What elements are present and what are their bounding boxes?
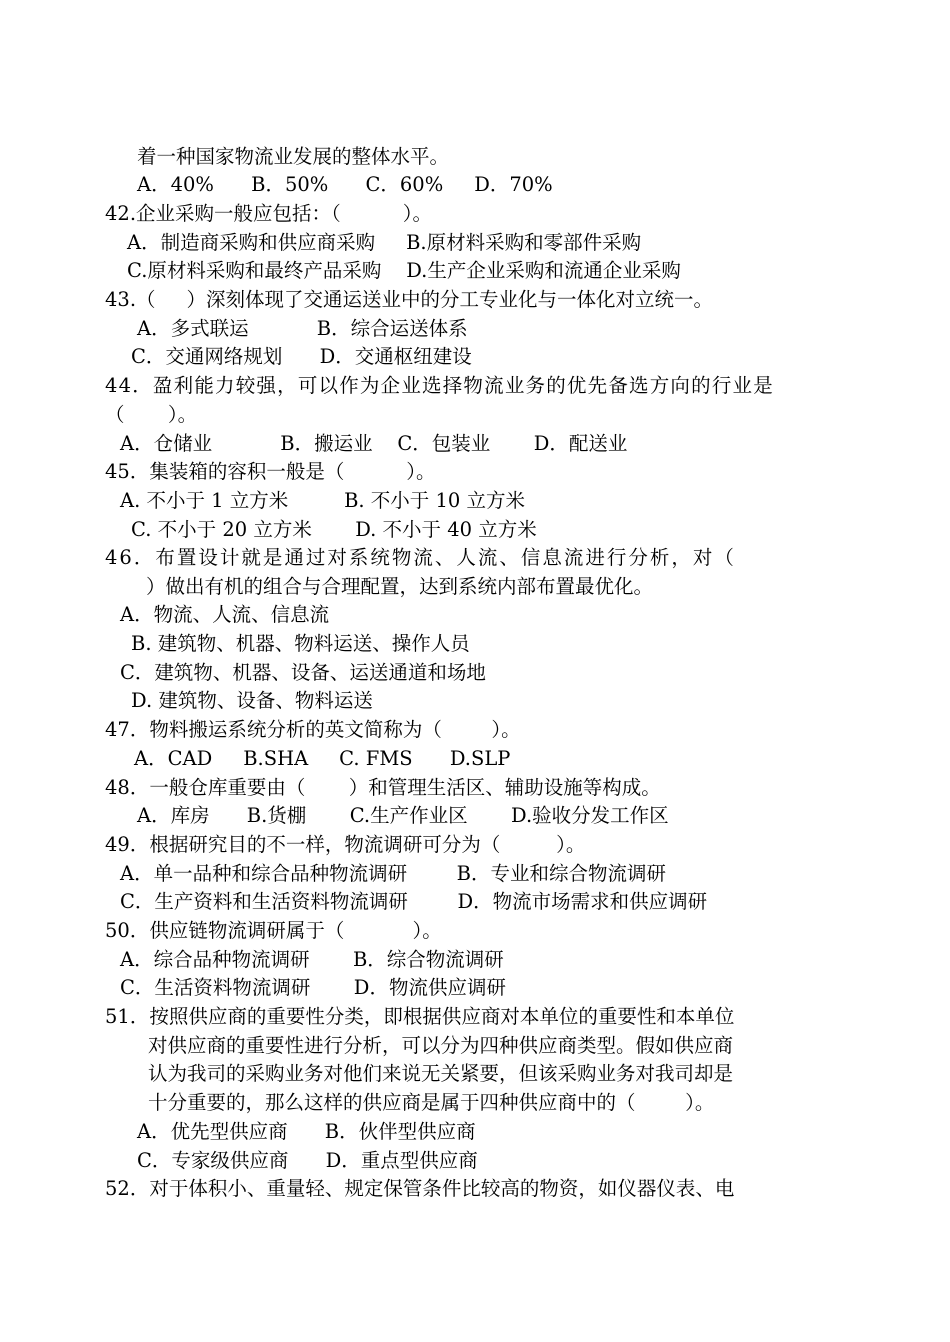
text-line: A．优先型供应商 B．伙伴型供应商	[137, 1120, 476, 1143]
text-line: A. 不小于 1 立方米 B. 不小于 10 立方米	[120, 489, 526, 512]
question-43: 43.（ ）深刻体现了交通运送业中的分工专业化与一体化对立统一。	[105, 288, 714, 311]
question-51: 51．按照供应商的重要性分类，即根据供应商对本单位的重要性和本单位	[105, 1005, 735, 1028]
question-49: 49．根据研究目的不一样，物流调研可分为（ ）。	[105, 833, 586, 856]
text-line: C．专家级供应商 D．重点型供应商	[137, 1149, 478, 1172]
question-42: 42.企业采购一般应包括：（ ）。	[105, 202, 432, 225]
text-line: C．交通网络规划 D．交通枢纽建设	[131, 345, 472, 368]
text-line: 认为我司的采购业务对他们来说无关紧要，但该采购业务对我司却是	[148, 1062, 734, 1085]
text-line: C.原材料采购和最终产品采购 D.生产企业采购和流通企业采购	[127, 259, 681, 282]
text-line: D. 建筑物、设备、物料运送	[131, 689, 373, 712]
text-line: A．物流、人流、信息流	[120, 603, 330, 626]
text-line: ）做出有机的组合与合理配置，达到系统内部布置最优化。	[146, 575, 654, 598]
question-52: 52．对于体积小、重量轻、规定保管条件比较高的物资，如仪器仪表、电	[105, 1177, 735, 1200]
text-line: C．建筑物、机器、设备、运送通道和场地	[120, 661, 486, 684]
text-line: B. 建筑物、机器、物料运送、操作人员	[131, 632, 470, 655]
text-line: 十分重要的，那么这样的供应商是属于四种供应商中的（ ）。	[148, 1091, 715, 1114]
question-50: 50．供应链物流调研属于（ ）。	[105, 919, 442, 942]
question-47: 47．物料搬运系统分析的英文简称为（ ）。	[105, 718, 521, 741]
text-line: A．制造商采购和供应商采购 B.原材料采购和零部件采购	[127, 231, 642, 254]
text-line: A．仓储业 B．搬运业 C．包装业 D．配送业	[120, 432, 628, 455]
text-line: C．生活资料物流调研 D．物流供应调研	[120, 976, 506, 999]
text-line: 对供应商的重要性进行分析，可以分为四种供应商类型。假如供应商	[148, 1034, 734, 1057]
text-line: C. 不小于 20 立方米 D. 不小于 40 立方米	[131, 518, 537, 541]
text-line: A．多式联运 B．综合运送体系	[137, 317, 468, 340]
text-line: （ ）。	[105, 403, 198, 426]
text-line: A．综合品种物流调研 B．综合物流调研	[120, 948, 504, 971]
question-46: 46．布置设计就是通过对系统物流、人流、信息流进行分析，对（	[105, 546, 736, 569]
text-line: 着一种国家物流业发展的整体水平。	[137, 145, 450, 168]
text-line: C．生产资料和生活资料物流调研 D．物流市场需求和供应调研	[120, 890, 708, 913]
text-line: A．40% B．50% C．60% D．70%	[137, 173, 553, 196]
text-line: A．单一品种和综合品种物流调研 B．专业和综合物流调研	[120, 862, 667, 885]
text-line: A．库房 B.货棚 C.生产作业区 D.验收分发工作区	[137, 804, 669, 827]
question-44: 44．盈利能力较强，可以作为企业选择物流业务的优先备选方向的行业是	[105, 374, 774, 397]
question-45: 45．集装箱的容积一般是（ ）。	[105, 460, 436, 483]
text-line: A．CAD B.SHA C. FMS D.SLP	[134, 747, 511, 770]
question-48: 48．一般仓库重要由（ ）和管理生活区、辅助设施等构成。	[105, 776, 661, 799]
